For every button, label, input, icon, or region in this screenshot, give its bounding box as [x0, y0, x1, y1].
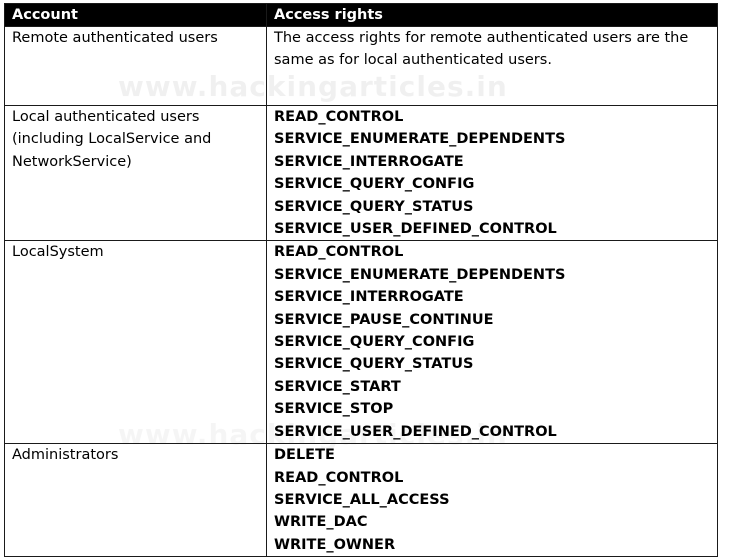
access-right-item: READ_CONTROL: [274, 469, 404, 486]
access-right-item: SERVICE_START: [274, 378, 401, 395]
account-cell: Administrators: [5, 444, 267, 557]
access-right-item: SERVICE_PAUSE_CONTINUE: [274, 311, 494, 328]
access-right-item: SERVICE_INTERROGATE: [274, 289, 464, 306]
access-right-item: SERVICE_QUERY_STATUS: [274, 356, 474, 373]
table-row: [5, 27, 718, 106]
access-right-item: WRITE_DAC: [274, 514, 368, 531]
access-rights-list: [274, 106, 710, 240]
access-right-item: SERVICE_USER_DEFINED_CONTROL: [274, 221, 557, 238]
access-right-item: SERVICE_QUERY_CONFIG: [274, 334, 475, 351]
account-cell: Local authenticated users (including LocalService and NetworkService): [5, 106, 267, 241]
access-right-item: SERVICE_QUERY_STATUS: [274, 198, 474, 215]
access-rights-cell: [267, 241, 718, 444]
access-right-item: SERVICE_ENUMERATE_DEPENDENTS: [274, 131, 566, 148]
header-row: [5, 4, 718, 27]
table-row: [5, 241, 718, 444]
access-right-item: SERVICE_ALL_ACCESS: [274, 491, 450, 508]
access-rights-column-header: Access rights: [267, 4, 718, 27]
account-cell: Remote authenticated users: [5, 27, 267, 106]
account-column-header: Account: [5, 4, 267, 27]
table-body: [5, 27, 718, 557]
account-cell: LocalSystem: [5, 241, 267, 444]
access-rights-list: [274, 444, 710, 556]
table-row: [5, 444, 718, 557]
table-row: [5, 106, 718, 241]
access-right-item: SERVICE_INTERROGATE: [274, 153, 464, 170]
access-rights-cell: The access rights for remote authenticated users are the same as for local authenticated users.: [267, 27, 718, 106]
table-header: [5, 4, 718, 27]
access-right-item: SERVICE_ENUMERATE_DEPENDENTS: [274, 266, 566, 283]
access-rights-table: [4, 3, 718, 557]
access-right-item: SERVICE_USER_DEFINED_CONTROL: [274, 423, 557, 440]
access-rights-cell: [267, 444, 718, 557]
access-right-item: SERVICE_QUERY_CONFIG: [274, 176, 475, 193]
access-right-item: READ_CONTROL: [274, 244, 404, 261]
access-right-item: WRITE_OWNER: [274, 536, 396, 553]
access-right-item: DELETE: [274, 447, 335, 464]
access-rights-cell: [267, 106, 718, 241]
access-right-item: READ_CONTROL: [274, 109, 404, 125]
access-right-item: SERVICE_STOP: [274, 401, 394, 418]
access-rights-list: [274, 241, 710, 443]
watermark: www.hackingarticles.in: [118, 70, 508, 103]
